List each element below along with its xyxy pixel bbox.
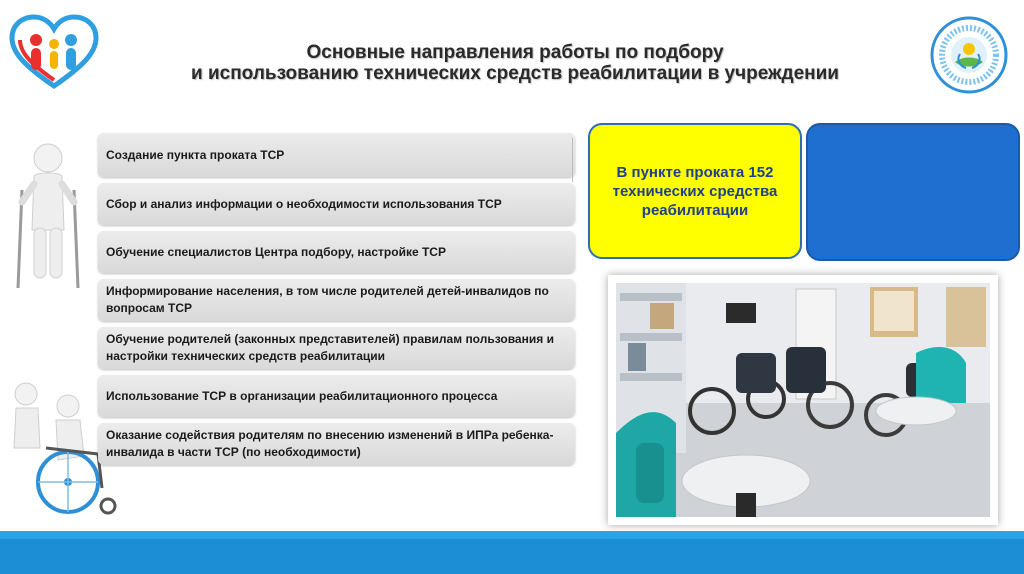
rental-point-highlight [588, 123, 802, 259]
footer-stripe [0, 531, 1024, 539]
list-item: Создание пункта проката ТСР [98, 133, 575, 177]
list-item: Использование ТСР в организации реабилитационного процесса [98, 375, 575, 417]
rental-point-text: В пункте проката 152 технических средства реабилитации [612, 163, 778, 219]
title-line-1: Основные направления работы по подбору [306, 42, 724, 63]
rental-point-photo [608, 275, 998, 525]
heart-family-logo-icon [8, 14, 100, 90]
title-line-2: и использованию технических средств реабилитации в учреждении [191, 63, 839, 84]
divider [572, 138, 573, 182]
list-item: Обучение специалистов Центра подбору, настройке ТСР [98, 231, 575, 273]
list-item: Информирование населения, в том числе родителей детей-инвалидов по вопросам ТСР [98, 279, 575, 321]
figure-with-crutches-icon [8, 140, 88, 290]
blue-info-box [806, 123, 1020, 261]
committee-seal-logo-icon [930, 16, 1008, 94]
page-title [120, 42, 910, 84]
list-item: Сбор и анализ информации о необходимости использования ТСР [98, 183, 575, 225]
list-item: Оказание содействия родителям по внесению изменений в ИПРа ребенка-инвалида в части ТСР (по необходимости) [98, 423, 575, 465]
footer-bar [0, 539, 1024, 574]
list-item: Обучение родителей (законных представителей) правилам пользования и настройки технических средств реабилитации [98, 327, 575, 369]
